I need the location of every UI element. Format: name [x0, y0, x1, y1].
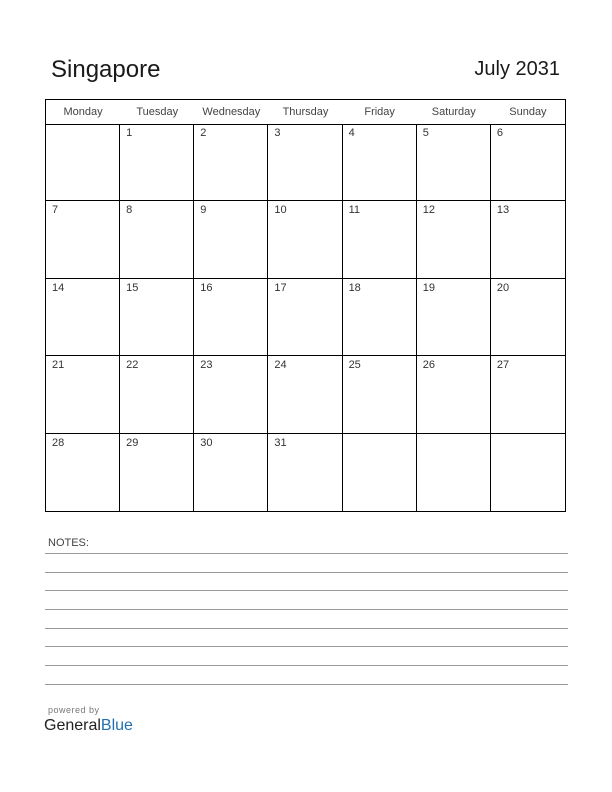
day-cell — [46, 356, 120, 433]
day-cell — [268, 124, 342, 201]
day-number: 29 — [126, 436, 139, 449]
day-number: 10 — [274, 204, 287, 217]
day-cell — [120, 356, 194, 433]
day-cell — [120, 201, 194, 278]
day-cell — [194, 201, 268, 278]
day-number: 31 — [274, 436, 287, 449]
powered-by-text: powered by — [48, 705, 100, 715]
day-cell — [268, 201, 342, 278]
day-cell — [417, 356, 491, 433]
notes-line — [45, 684, 568, 685]
weekday-friday: Friday — [364, 106, 395, 118]
day-cell — [491, 434, 565, 511]
day-number: 2 — [200, 127, 207, 139]
day-number: 4 — [348, 127, 355, 139]
notes-line — [45, 572, 568, 573]
day-cell — [491, 201, 565, 278]
day-grid — [46, 124, 565, 511]
weekday-tuesday: Tuesday — [136, 106, 179, 118]
generalblue-logo — [44, 717, 133, 735]
day-cell — [343, 124, 417, 201]
day-number: 17 — [274, 281, 287, 294]
day-cell — [120, 279, 194, 356]
day-number: 12 — [422, 204, 435, 217]
day-cell — [343, 356, 417, 433]
weekday-header-row — [46, 100, 565, 125]
day-cell — [268, 356, 342, 433]
day-number: 30 — [200, 436, 213, 449]
day-number: 16 — [200, 281, 213, 294]
notes-line — [45, 553, 568, 554]
day-cell — [343, 201, 417, 278]
weekday-monday: Monday — [63, 106, 103, 118]
notes-line — [45, 609, 568, 610]
day-cell — [194, 356, 268, 433]
day-cell — [343, 279, 417, 356]
day-number: 22 — [126, 359, 139, 372]
day-number: 20 — [496, 281, 510, 294]
day-number: 23 — [200, 359, 213, 372]
day-number: 5 — [422, 127, 429, 139]
day-cell — [194, 124, 268, 201]
weekday-thursday: Thursday — [282, 106, 329, 118]
day-cell — [417, 201, 491, 278]
day-cell — [268, 279, 342, 356]
day-number: 14 — [52, 281, 65, 294]
day-cell — [417, 279, 491, 356]
day-number: 27 — [496, 359, 510, 372]
day-cell — [120, 124, 194, 201]
day-cell — [491, 124, 565, 201]
day-cell — [46, 201, 120, 278]
day-cell — [417, 124, 491, 201]
day-cell — [343, 434, 417, 511]
day-cell — [491, 279, 565, 356]
brand-blue: Blue — [100, 717, 133, 734]
calendar-title: Singapore — [51, 56, 161, 83]
day-cell — [491, 356, 565, 433]
notes-line — [45, 590, 568, 591]
day-number: 28 — [52, 436, 65, 449]
day-number: 11 — [348, 204, 360, 217]
day-cell — [194, 279, 268, 356]
day-number: 26 — [422, 359, 435, 372]
day-cell — [46, 434, 120, 511]
day-number: 3 — [274, 127, 281, 139]
day-cell — [417, 434, 491, 511]
calendar-month: July 2031 — [474, 58, 560, 80]
weekday-saturday: Saturday — [431, 106, 476, 118]
calendar-grid — [45, 99, 566, 512]
notes-line — [45, 646, 568, 647]
day-number: 9 — [200, 204, 207, 217]
day-cell — [120, 434, 194, 511]
day-number: 13 — [496, 204, 510, 217]
notes-label: NOTES: — [48, 537, 89, 549]
day-cell — [194, 434, 268, 511]
day-number: 1 — [126, 127, 133, 139]
brand-general: General — [44, 717, 101, 734]
day-number: 21 — [52, 359, 65, 372]
day-number: 7 — [52, 204, 59, 217]
day-number: 25 — [348, 359, 361, 372]
day-number: 6 — [496, 127, 503, 139]
weekday-wednesday: Wednesday — [202, 106, 261, 118]
notes-line — [45, 628, 568, 629]
day-number: 8 — [126, 204, 133, 217]
day-number: 19 — [422, 281, 435, 294]
day-cell — [268, 434, 342, 511]
day-cell — [46, 124, 120, 201]
day-number: 15 — [126, 281, 139, 294]
weekday-sunday: Sunday — [509, 106, 547, 118]
notes-line — [45, 665, 568, 666]
day-number: 24 — [274, 359, 287, 372]
day-number: 18 — [348, 281, 361, 294]
day-cell — [46, 279, 120, 356]
